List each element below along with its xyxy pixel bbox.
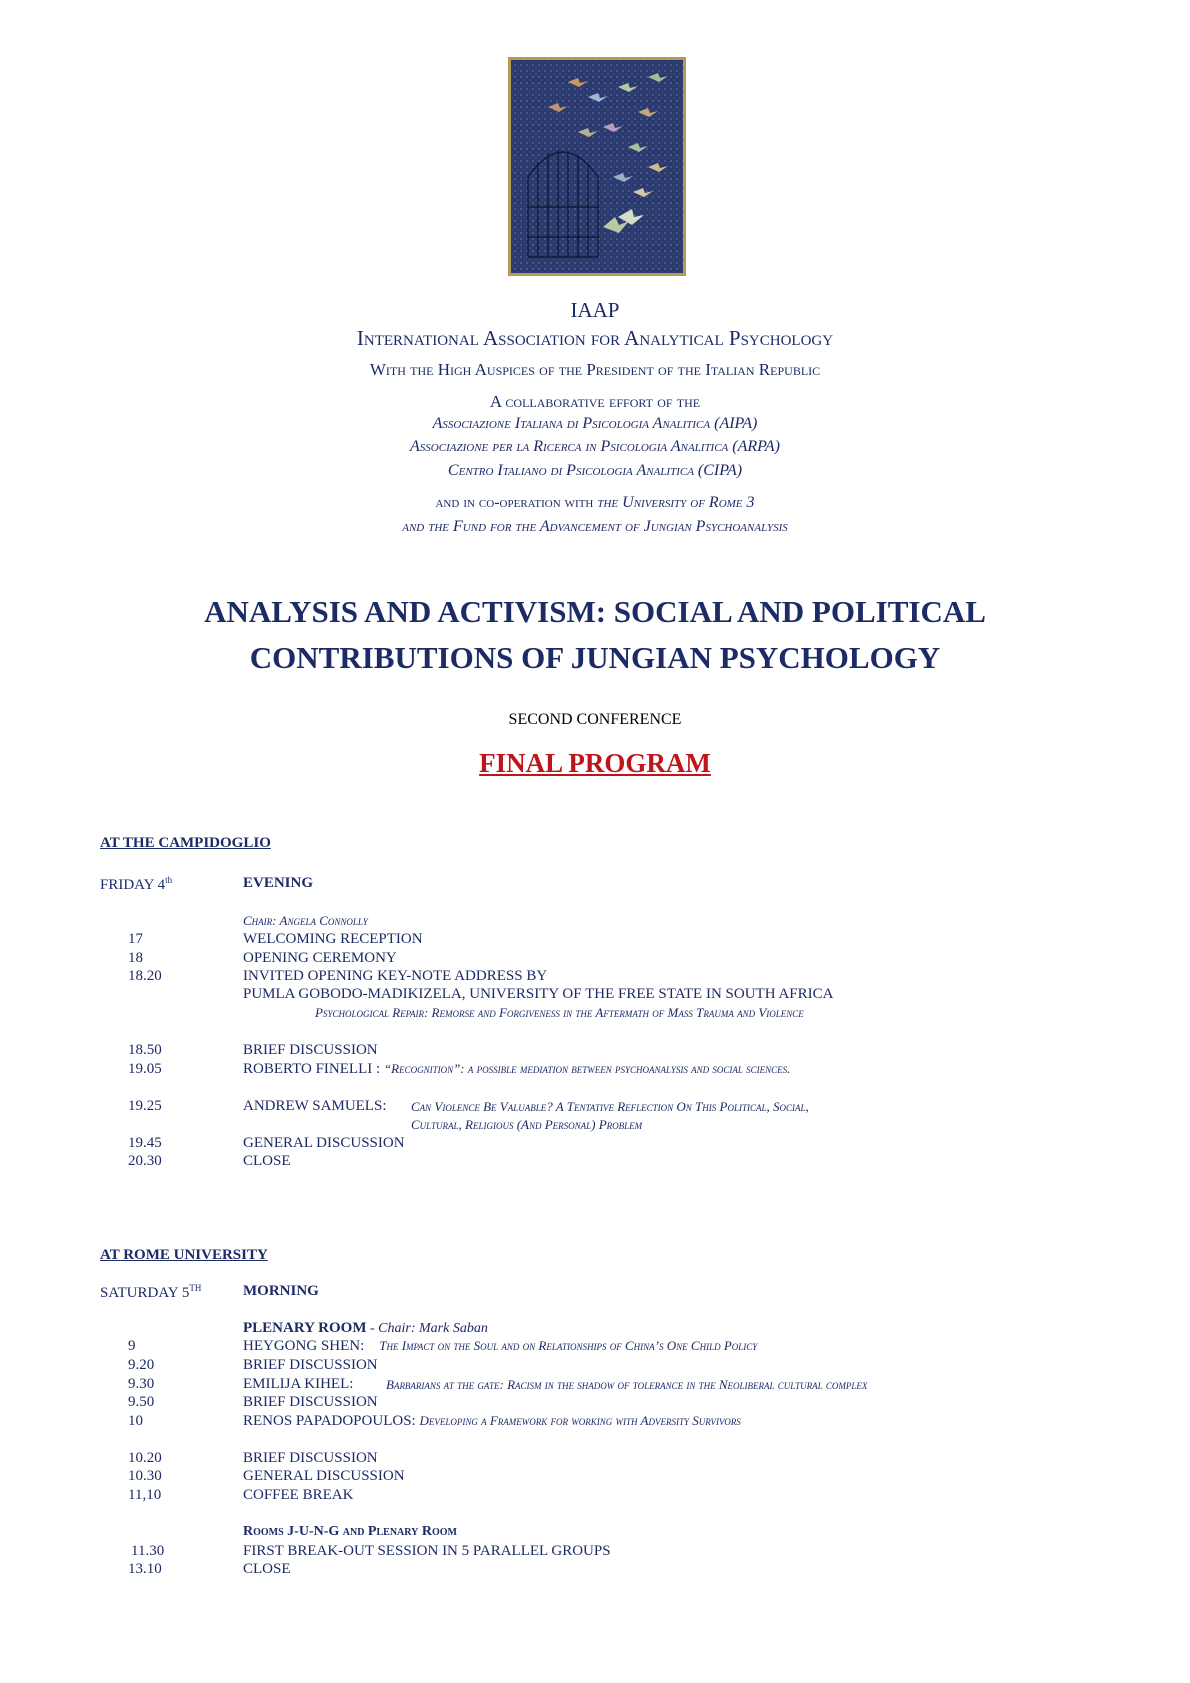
row-time: 13.10 <box>128 1561 162 1577</box>
coop-prefix: and in co-operation with <box>435 494 598 511</box>
org-aipa: Associazione Italiana di Psicologia Analitica (AIPA) <box>432 415 758 432</box>
row-time: 10 <box>128 1413 143 1429</box>
day-friday <box>100 876 172 893</box>
chair-friday: Chair: Angela Connolly <box>243 913 368 928</box>
chair-saturday: - Chair: Mark Saban <box>366 1321 488 1336</box>
row-time: 20.30 <box>128 1153 162 1169</box>
room-label: PLENARY ROOM <box>243 1320 367 1336</box>
venue-rome-university: AT ROME UNIVERSITY <box>100 1247 268 1263</box>
org-cipa: Centro Italiano di Psicologia Analitica (CIPA) <box>447 462 743 479</box>
row-text: CLOSE <box>243 1153 291 1169</box>
speaker-line: PUMLA GOBODO-MADIKIZELA, UNIVERSITY OF THE FREE STATE IN SOUTH AFRICA <box>243 986 834 1002</box>
talk-title: Can Violence Be Valuable? A Tentative Reflection On This Political, Social, <box>411 1099 809 1114</box>
talk-title: Developing a Framework for working with Adversity Survivors <box>419 1413 741 1428</box>
row-text: FIRST BREAK-OUT SESSION IN 5 PARALLEL GROUPS <box>243 1543 611 1559</box>
row-time: 19.25 <box>128 1098 162 1114</box>
auspices-line: With the High Auspices of the President of the Italian Republic <box>369 360 821 379</box>
row-time: 18 <box>128 950 143 966</box>
cooperation-line <box>0 495 1190 511</box>
keynote-title: Psychological Repair: Remorse and Forgiveness in the Aftermath of Mass Trauma and Violence <box>315 1005 804 1020</box>
row-text: BRIEF DISCUSSION <box>243 1394 378 1410</box>
row-text <box>243 1414 741 1429</box>
talk-title: “Recognition”: a possible mediation between psychoanalysis and social sciences. <box>383 1061 791 1076</box>
row-text: GENERAL DISCUSSION <box>243 1468 405 1484</box>
row-time: 17 <box>128 931 143 947</box>
day-label: FRIDAY 4 <box>100 877 166 893</box>
coop-university: the University of Rome 3 <box>597 494 755 511</box>
fund-line: and the Fund for the Advancement of Jungian Psychoanalysis <box>402 518 788 535</box>
talk-title: The Impact on the Soul and on Relationships of China’s One Child Policy <box>379 1338 758 1353</box>
title-line-1: ANALYSIS AND ACTIVISM: SOCIAL AND POLITICAL <box>204 594 986 629</box>
row-text: BRIEF DISCUSSION <box>243 1042 378 1058</box>
speaker: ROBERTO FINELLI : <box>243 1061 384 1077</box>
period-morning: MORNING <box>243 1283 319 1299</box>
row-text <box>243 1062 790 1077</box>
org-arpa: Associazione per la Ricerca in Psicologia Analitica (ARPA) <box>410 438 780 455</box>
final-program-heading: FINAL PROGRAM <box>479 748 711 778</box>
period-evening: EVENING <box>243 875 314 891</box>
row-text: BRIEF DISCUSSION <box>243 1357 378 1373</box>
row-text: WELCOMING RECEPTION <box>243 931 423 947</box>
row-time: 10.30 <box>128 1468 162 1484</box>
row-text: OPENING CEREMONY <box>243 950 397 966</box>
row-text: INVITED OPENING KEY-NOTE ADDRESS BY <box>243 968 548 984</box>
speaker: RENOS PAPADOPOULOS: <box>243 1413 420 1429</box>
title-line-2: CONTRIBUTIONS OF JUNGIAN PSYCHOLOGY <box>249 640 941 675</box>
day-label: SATURDAY 5 <box>100 1285 190 1301</box>
association-name: International Association for Analytical Psychology <box>356 326 834 350</box>
venue-campidoglio: AT THE CAMPIDOGLIO <box>100 835 271 851</box>
speaker: EMILIJA KIHEL: <box>243 1376 354 1392</box>
row-time: 9.20 <box>128 1357 155 1373</box>
row-text: BRIEF DISCUSSION <box>243 1450 378 1466</box>
conference-logo-painting <box>508 57 686 276</box>
row-time: 10.20 <box>128 1450 162 1466</box>
row-time: 18.20 <box>128 968 162 984</box>
row-time: 11.30 <box>131 1543 165 1559</box>
talk-title: Barbarians at the gate: Racism in the shadow of tolerance in the Neoliberal cultural complex <box>386 1377 868 1392</box>
row-text: CLOSE <box>243 1561 291 1577</box>
rooms-label: Rooms J-U-N-G and Plenary Room <box>243 1524 457 1539</box>
row-time: 11,10 <box>128 1487 162 1503</box>
row-time: 9.30 <box>128 1376 155 1392</box>
day-saturday <box>100 1284 201 1301</box>
collab-line: A collaborative effort of the <box>489 392 701 411</box>
row-text: COFFEE BREAK <box>243 1487 354 1503</box>
row-time: 19.45 <box>128 1135 162 1151</box>
row-time: 9.50 <box>128 1394 155 1410</box>
row-time: 19.05 <box>128 1061 162 1077</box>
row-text: GENERAL DISCUSSION <box>243 1135 405 1151</box>
day-suffix: TH <box>189 1283 202 1293</box>
iaap-acronym: IAAP <box>570 298 620 322</box>
day-suffix: th <box>165 875 173 885</box>
row-text <box>243 1339 757 1354</box>
speaker: ANDREW SAMUELS: <box>243 1098 387 1114</box>
row-time: 18.50 <box>128 1042 162 1058</box>
row-time: 9 <box>128 1338 136 1354</box>
conference-subtitle: SECOND CONFERENCE <box>508 711 682 728</box>
speaker: HEYGONG SHEN: <box>243 1338 365 1354</box>
plenary-chair <box>243 1321 488 1336</box>
talk-title-cont: Cultural, Religious (And Personal) Problem <box>411 1117 643 1132</box>
